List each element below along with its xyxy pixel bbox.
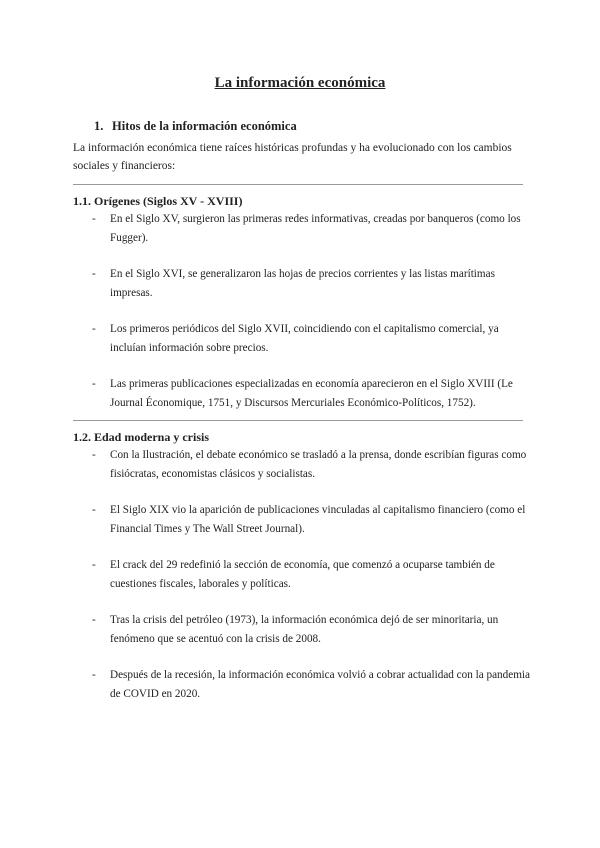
bullet-dash: -	[92, 213, 96, 225]
origins-list	[92, 210, 532, 412]
list-item	[92, 265, 532, 302]
section-intro: La información económica tiene raíces históricas profundas y ha evolucionado con los cambios sociales y financieros:	[73, 142, 512, 172]
list-item	[92, 556, 532, 593]
list-item-text: Después de la recesión, la información económica volvió a cobrar actualidad con la pandemia de COVID en 2020.	[110, 669, 530, 700]
modern-age-list	[92, 446, 532, 703]
list-item	[92, 611, 532, 648]
bullet-dash: -	[92, 669, 96, 681]
list-item-text: En el Siglo XVI, se generalizaron las hojas de precios corrientes y las listas marítimas impresas.	[110, 268, 495, 299]
bullet-dash: -	[92, 449, 96, 461]
list-item-text: Tras la crisis del petróleo (1973), la información económica dejó de ser minoritaria, un fenómeno que se acentuó con la crisis de 2008.	[110, 614, 499, 645]
list-item-text: Los primeros periódicos del Siglo XVII, coincidiendo con el capitalismo comercial, ya incluían información sobre precios.	[110, 323, 499, 354]
section-heading-1	[94, 119, 297, 134]
list-item	[92, 446, 532, 483]
list-item	[92, 210, 532, 247]
bullet-dash: -	[92, 268, 96, 280]
bullet-dash: -	[92, 614, 96, 626]
subsection-heading-origins: 1.1. Orígenes (Siglos XV - XVIII)	[73, 194, 243, 208]
bullet-dash: -	[92, 504, 96, 516]
list-item-text: El crack del 29 redefinió la sección de economía, que comenzó a ocuparse también de cuestiones fiscales, laborales y políticas.	[110, 559, 495, 590]
section-heading-text: Hitos de la información económica	[112, 119, 297, 133]
list-item	[92, 666, 532, 703]
list-item	[92, 501, 532, 538]
bullet-dash: -	[92, 378, 96, 390]
horizontal-rule-2	[73, 420, 523, 421]
bullet-dash: -	[92, 559, 96, 571]
section-number: 1.	[94, 119, 104, 133]
list-item-text: El Siglo XIX vio la aparición de publicaciones vinculadas al capitalismo financiero (como el Financial Times y The Wall Street Journal).	[110, 504, 526, 535]
horizontal-rule-1	[73, 184, 523, 185]
bullet-dash: -	[92, 323, 96, 335]
list-item-text: Con la Ilustración, el debate económico se trasladó a la prensa, donde escribían figuras como fisiócratas, economistas clásicos y socialistas.	[110, 449, 527, 480]
list-item	[92, 320, 532, 357]
list-item-text: En el Siglo XV, surgieron las primeras redes informativas, creadas por banqueros (como los Fugger).	[110, 213, 521, 244]
list-item	[92, 375, 532, 412]
subsection-heading-modern-age: 1.2. Edad moderna y crisis	[73, 430, 210, 444]
document-title: La información económica	[214, 75, 386, 91]
list-item-text: Las primeras publicaciones especializadas en economía aparecieron en el Siglo XVIII (Le Journal Économique, 1751, y Discursos Mercuriales Económico-Políticos, 1752).	[110, 378, 513, 409]
